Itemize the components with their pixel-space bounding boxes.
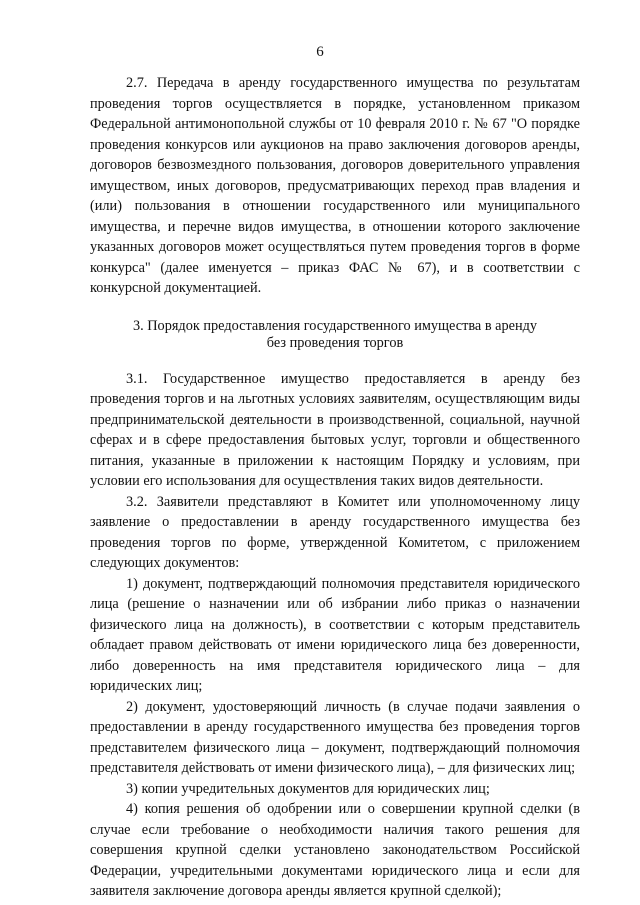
list-item-4: 4) копия решения об одобрении или о совершении крупной сделки (в случае если требование о необходимости наличия такого решения для совершения крупной сделки установлено законодательством Российской Федерации, учредительными документами юридического лица и если для заявителя заключение договора аренды является крупной сделкой); [90, 801, 580, 899]
list-item-2: 2) документ, удостоверяющий личность (в случае подачи заявления о предоставлении в аренду государственного имущества без проведения торгов представителем физического лица – документ, подтверждающий полномочия представителя действовать от имени физического лица), – для физических лиц; [90, 698, 580, 776]
section-3-heading-line2: без проведения торгов [266, 334, 404, 351]
document-body [90, 73, 580, 902]
paragraph-3-2: 3.2. Заявители представляют в Комитет или уполномоченному лицу заявление о предоставлении в аренду государственного имущества без проведения торгов по форме, утвержденной Комитетом, с приложением следующих документов: [90, 493, 580, 571]
list-item-1: 1) документ, подтверждающий полномочия представителя юридического лица (решение о назначении или об избрании либо приказ о назначении физического лица на должность), в соответствии с которым представитель обладает правом действовать от имени юридического лица без доверенности, либо доверенность на имя представителя юридического лица – для юридических лиц; [90, 575, 580, 694]
section-3-heading [90, 318, 580, 352]
section-3-heading-line1: 3. Порядок предоставления государственного имущества в аренду [132, 317, 538, 334]
spacer [90, 352, 580, 369]
spacer [90, 299, 580, 318]
page-number: 6 [316, 44, 324, 60]
paragraph-2-7: 2.7. Передача в аренду государственного имущества по результатам проведения торгов осуществляется в порядке, установленном приказом Федеральной антимонопольной службы от 10 февраля 2010 г. № 67 "О порядке проведения конкурсов или аукционов на право заключения договоров аренды, договоров безвозмездного пользования, договоров доверительного управления имуществом, иных договоров, предусматривающих переход прав владения и (или) пользования в отношении государственного или муниципального имущества, и перечне видов имущества, в отношении которого заключение указанных договоров может осуществляться путем проведения торгов в форме конкурса" (далее именуется – приказ ФАС № 67), и в соответствии с конкурсной документацией. [90, 75, 580, 296]
paragraph-3-1: 3.1. Государственное имущество предоставляется в аренду без проведения торгов и на льготных условиях заявителям, осуществляющим виды предпринимательской деятельности в производственной, социальной, научной сферах и в сфере предоставления бытовых услуг, торговли и общественного питания, указанные в приложении к настоящим Порядку и условиям, при условии его использования для осуществления таких видов деятельности. [90, 370, 580, 489]
list-item-3: 3) копии учредительных документов для юридических лиц; [126, 780, 490, 797]
